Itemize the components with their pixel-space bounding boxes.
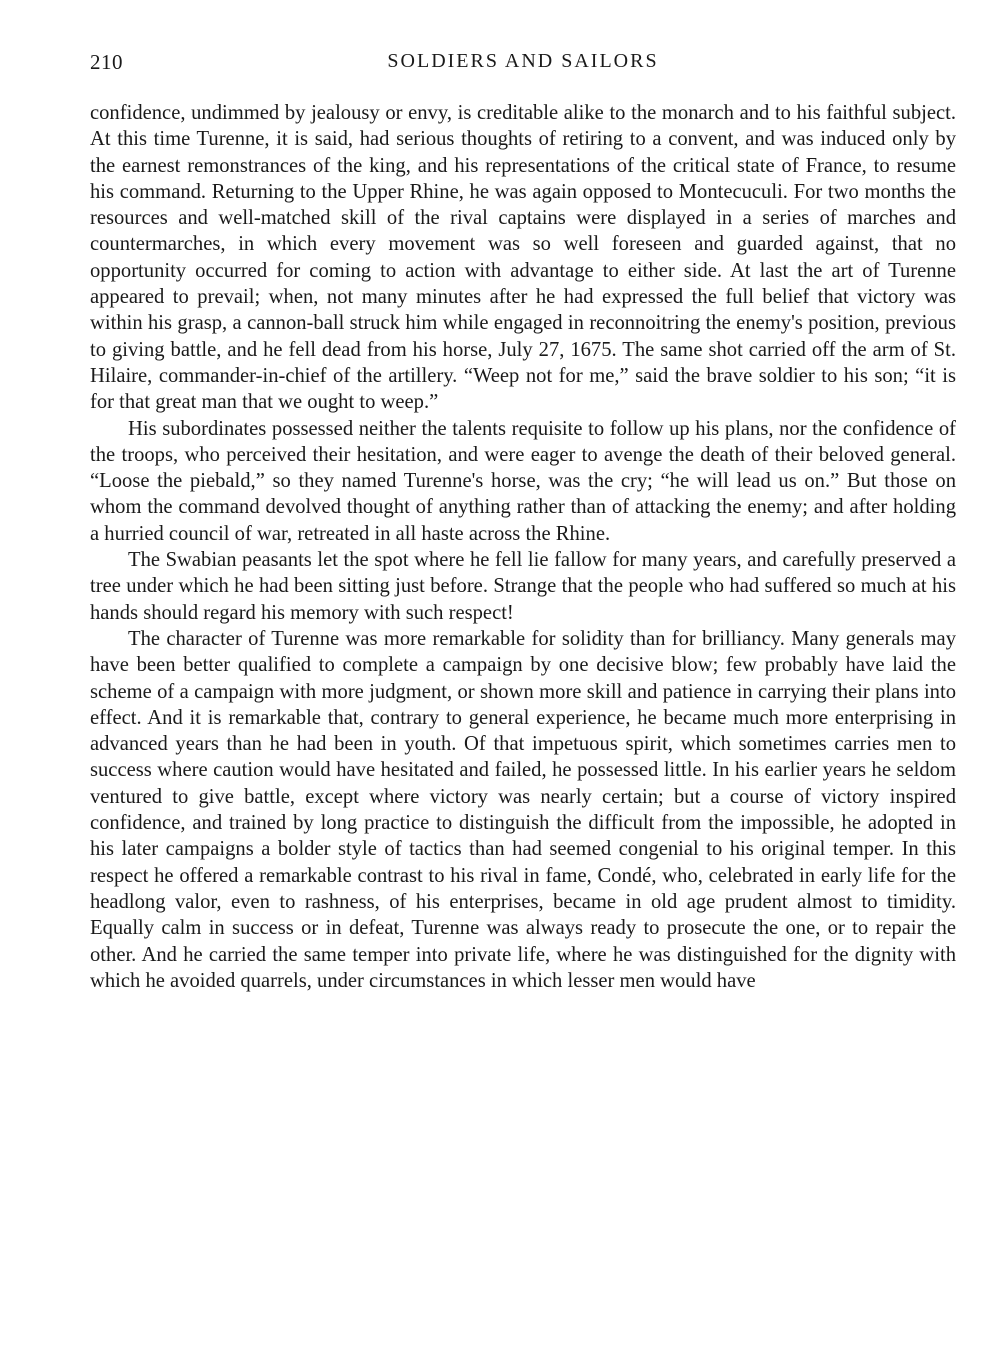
paragraph-character: The character of Turenne was more remarkable for solidity than for brilliancy. Many generals may have been better qualified to complete a campaign by one decisive blow; few probably have laid the scheme of a campaign with more judgment, or shown more skill and patience in carrying their plans into effect. And it is remarkable that, contrary to general experience, he became much more enterprising in advanced years than he had been in youth. Of that impetuous spirit, which sometimes carries men to success where caution would have hesitated and failed, he possessed little. In his earlier years he seldom ventured to give battle, except where victory was nearly certain; but a course of victory inspired confidence, and trained by long practice to distinguish the difficult from the impossible, he adopted in his later campaigns a bolder style of tactics than had seemed congenial to his original temper. In this respect he offered a remarkable contrast to his rival in fame, Condé, who, celebrated in early life for the headlong valor, even to rashness, of his enterprises, became in old age prudent almost to timidity. Equally calm in success or in defeat, Turenne was always ready to prosecute the one, or to repair the other. And he carried the same temper into private life, where he was distinguished for the dignity with which he avoided quarrels, under circumstances in which lesser men would have bbox=[90, 627, 956, 992]
body-text bbox=[90, 100, 956, 994]
running-head bbox=[90, 50, 956, 80]
page-header-title: SOLDIERS AND SAILORS bbox=[387, 50, 659, 72]
page-number: 210 bbox=[90, 50, 123, 74]
paragraph-continuation: confidence, undimmed by jealousy or envy, is creditable alike to the monarch and to his faithful subject. At this time Turenne, it is said, had serious thoughts of retiring to a convent, and was induced only by the earnest remonstrances of the king, and his representations of the critical state of France, to resume his command. Returning to the Upper Rhine, he was again opposed to Montecuculi. For two months the resources and well-matched skill of the rival captains were displayed in a series of marches and countermarches, in which every movement was so well foreseen and guarded against, that no opportunity occurred for coming to action with advantage to either side. At last the art of Turenne appeared to prevail; when, not many minutes after he had expressed the full belief that victory was within his grasp, a cannon-ball struck him while engaged in reconnoitring the enemy's position, previous to giving battle, and he fell dead from his horse, July 27, 1675. The same shot carried off the arm of St. Hilaire, commander-in-chief of the artillery. “Weep not for me,” said the brave soldier to his son; “it is for that great man that we ought to weep.” bbox=[90, 102, 956, 414]
paragraph-subordinates: His subordinates possessed neither the talents requisite to follow up his plans, nor the confidence of the troops, who perceived their hesitation, and were eager to avenge the death of their beloved general. “Loose the piebald,” so they named Turenne's horse, was the cry; “he will lead us on.” But those on whom the command devolved thought of anything rather than of attacking the enemy; and after holding a hurried council of war, retreated in all haste across the Rhine. bbox=[90, 417, 956, 545]
paragraph-swabian-peasants: The Swabian peasants let the spot where he fell lie fallow for many years, and carefully preserved a tree under which he had been sitting just before. Strange that the people who had suffered so much at his hands should regard his memory with such respect! bbox=[90, 549, 956, 624]
